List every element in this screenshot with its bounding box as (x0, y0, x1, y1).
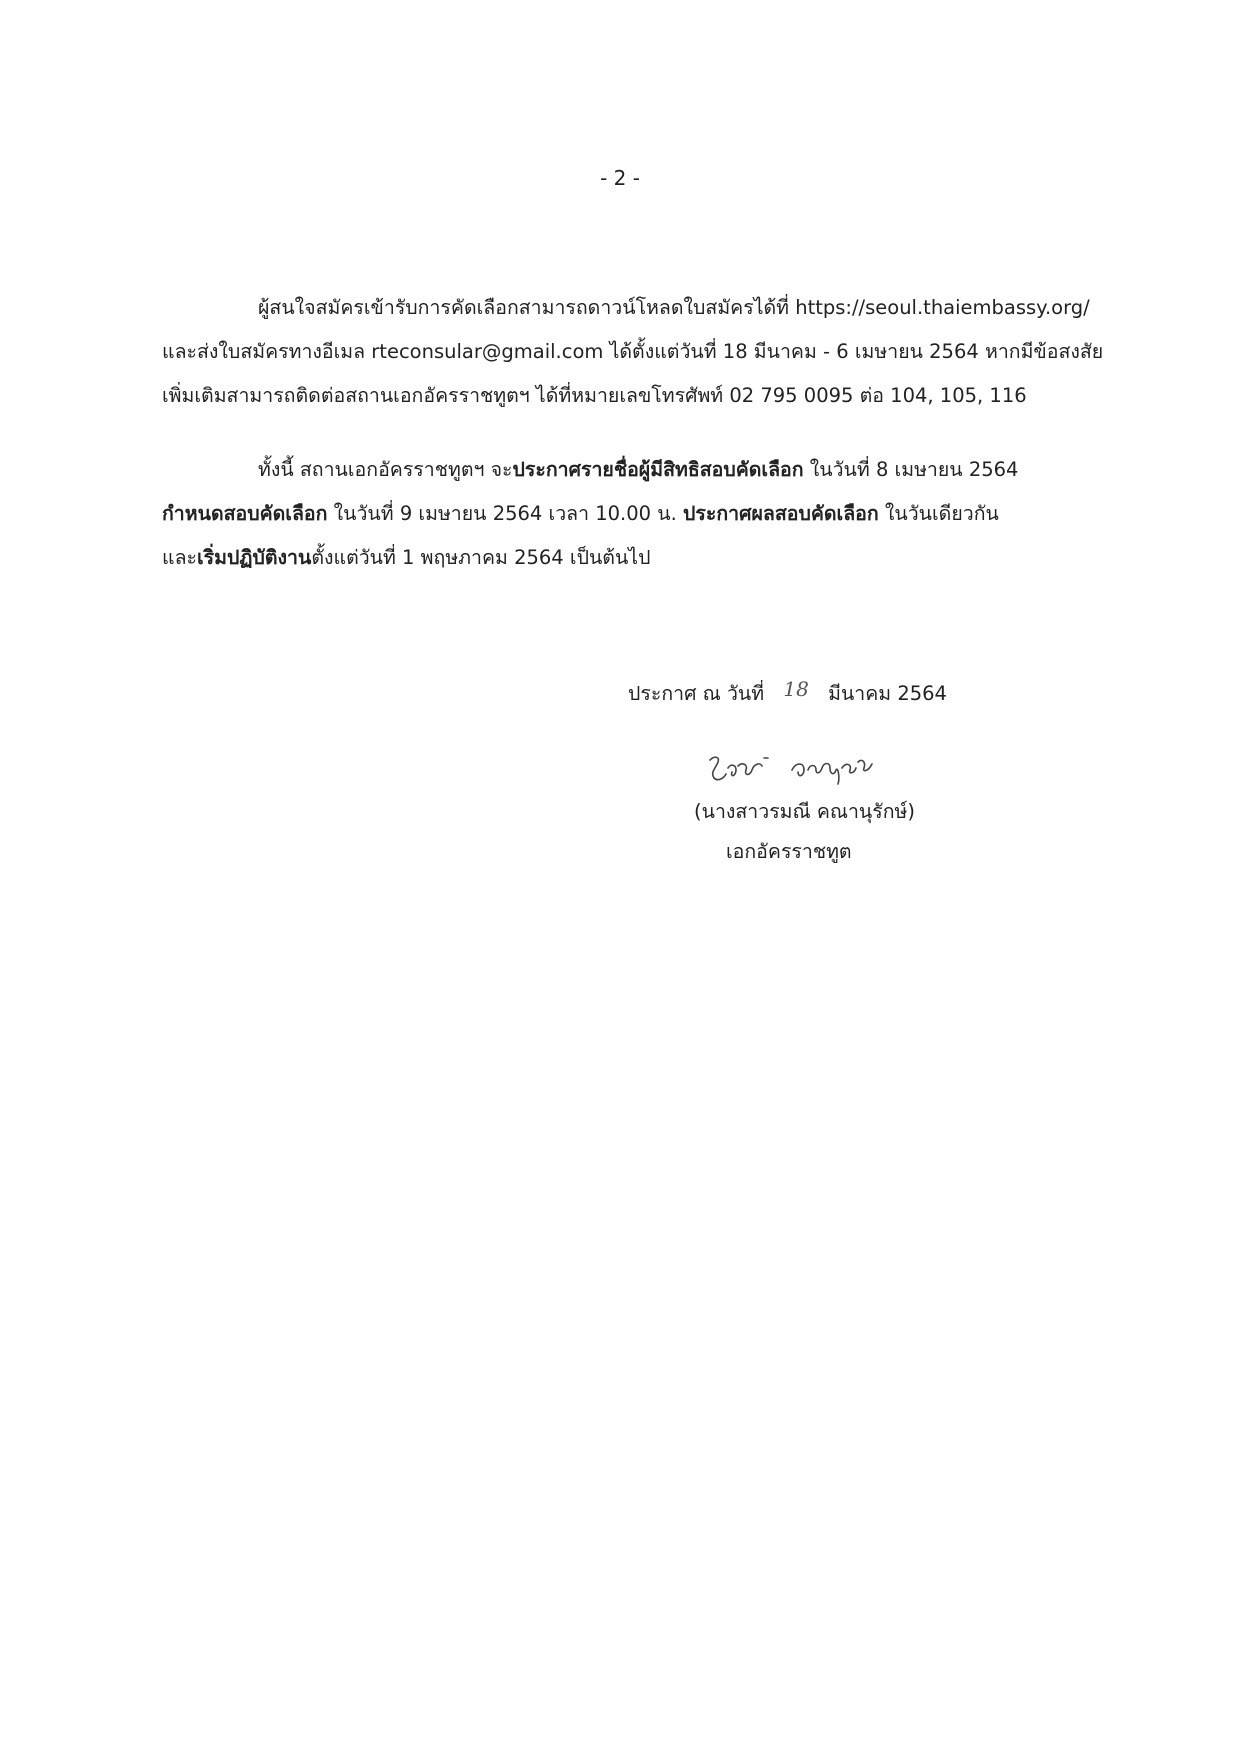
paragraph2-line1 (162, 448, 1147, 492)
paragraph1-line2: และส่งใบสมัครทางอีเมล rteconsular@gmail.com ได้ตั้งแต่วันที่ 18 มีนาคม - 6 เมษายน 2564 หากมีข้อสงสัย (162, 340, 1104, 363)
bold-start-work: เริ่มปฏิบัติงาน (197, 546, 312, 569)
text-segment: ในวันเดียวกัน (878, 502, 999, 525)
signer-title: เอกอัครราชทูต (726, 840, 852, 863)
bold-exam-results: ประกาศผลสอบคัดเลือก (683, 502, 879, 525)
handwritten-day: 18 (783, 677, 809, 701)
text-segment: ในวันที่ 9 เมษายน 2564 เวลา 10.00 น. (327, 502, 683, 525)
bold-exam-date: กำหนดสอบคัดเลือก (162, 502, 328, 525)
announcement-date (628, 678, 947, 709)
handwritten-signature (706, 748, 906, 792)
signer-name: (นางสาวรมณี คณานุรักษ์) (694, 800, 915, 823)
page-number: - 2 - (600, 166, 640, 190)
paragraph1-line3: เพิ่มเติมสามารถติดต่อสถานเอกอัครราชทูตฯ ได้ที่หมายเลขโทรศัพท์ 02 795 0095 ต่อ 104, 105, 116 (162, 384, 1027, 407)
paragraph1-line1: ผู้สนใจสมัครเข้ารับการคัดเลือกสามารถดาวน์โหลดใบสมัครได้ที่ https://seoul.thaiembassy.org/ (258, 296, 1090, 319)
bold-candidate-list: ประกาศรายชื่อผู้มีสิทธิสอบคัดเลือก (512, 458, 804, 481)
paragraph2-line2 (162, 492, 1147, 536)
text-segment: ในวันที่ 8 เมษายน 2564 (803, 458, 1019, 481)
text-segment: ทั้งนี้ สถานเอกอัครราชทูตฯ จะ (258, 458, 513, 481)
application-paragraph (162, 286, 1147, 418)
text-segment: และ (162, 546, 197, 569)
paragraph2-line3 (162, 536, 1147, 580)
announcement-month-year: มีนาคม 2564 (828, 682, 947, 705)
announcement-prefix: ประกาศ ณ วันที่ (628, 682, 765, 705)
text-segment: ตั้งแต่วันที่ 1 พฤษภาคม 2564 เป็นต้นไป (311, 546, 651, 569)
schedule-paragraph (162, 448, 1147, 580)
